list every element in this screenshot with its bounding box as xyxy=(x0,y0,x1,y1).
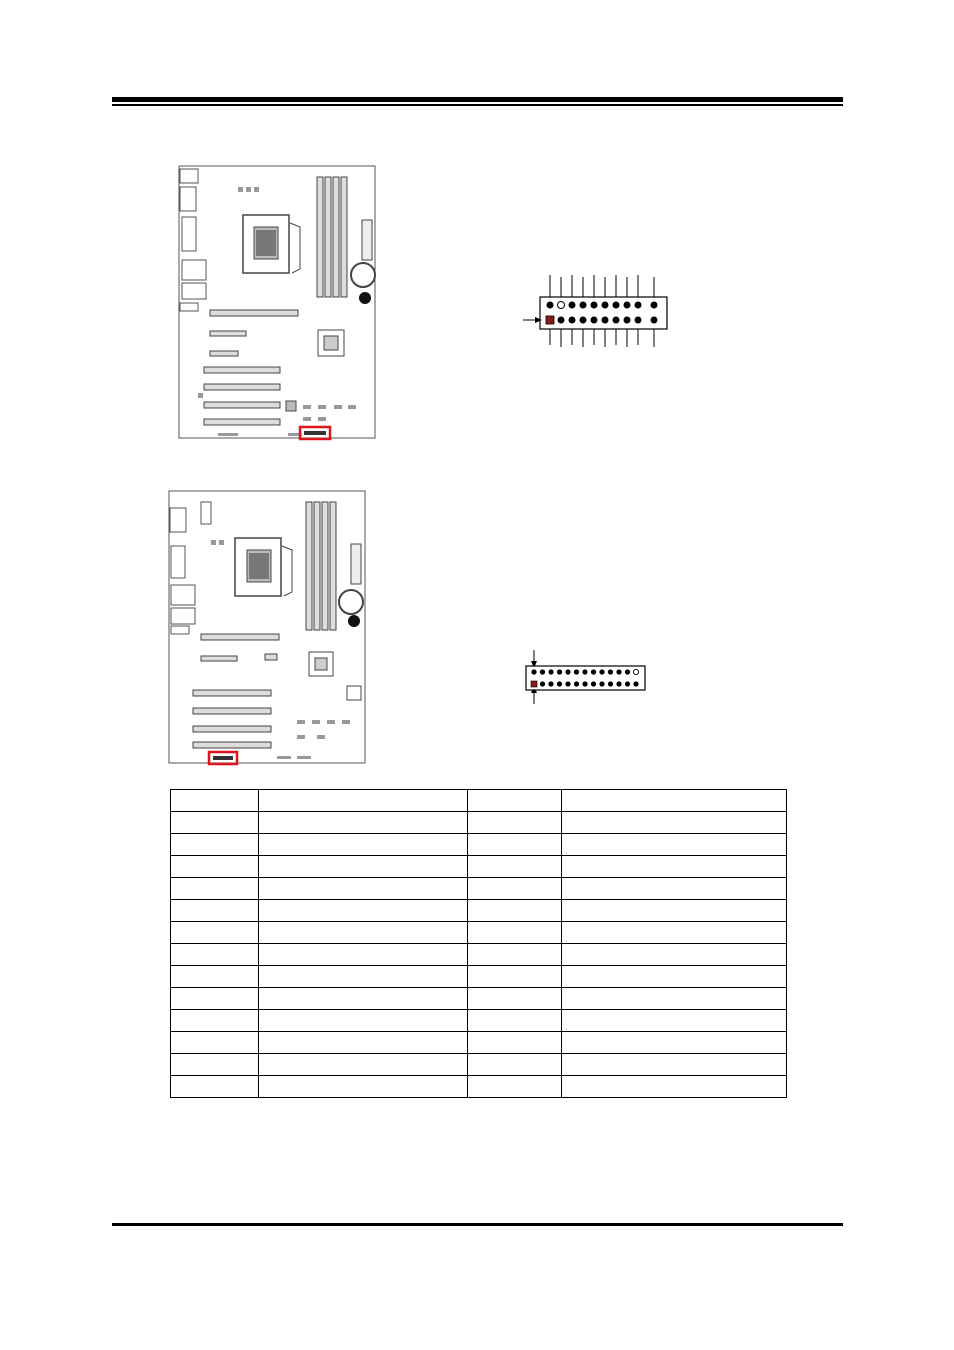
table-cell xyxy=(468,1032,562,1054)
table-cell xyxy=(562,966,787,988)
table-cell xyxy=(171,922,259,944)
table-cell xyxy=(562,922,787,944)
table-cell xyxy=(171,1032,259,1054)
table-cell xyxy=(171,790,259,812)
table-row xyxy=(171,900,787,922)
table-cell xyxy=(171,966,259,988)
header-rule-thick xyxy=(112,97,843,102)
table-cell xyxy=(171,900,259,922)
table-cell xyxy=(468,900,562,922)
header-rule-thin xyxy=(112,104,843,106)
table-cell xyxy=(259,856,468,878)
table-cell xyxy=(562,988,787,1010)
table-cell xyxy=(259,1076,468,1098)
table-cell xyxy=(171,944,259,966)
table-row xyxy=(171,812,787,834)
table-cell xyxy=(468,988,562,1010)
table-cell xyxy=(562,1054,787,1076)
table-row xyxy=(171,966,787,988)
table-cell xyxy=(259,812,468,834)
table-cell xyxy=(259,1032,468,1054)
table-cell xyxy=(468,1076,562,1098)
table-cell xyxy=(468,1054,562,1076)
table-row xyxy=(171,988,787,1010)
table-cell xyxy=(562,944,787,966)
table-cell xyxy=(562,900,787,922)
table-cell xyxy=(259,944,468,966)
table-row xyxy=(171,1054,787,1076)
pin-definition-table xyxy=(170,789,787,1098)
motherboard-diagram-bottom xyxy=(167,490,369,766)
table-cell xyxy=(259,900,468,922)
table-cell xyxy=(468,878,562,900)
table-cell xyxy=(259,966,468,988)
table-cell xyxy=(468,922,562,944)
table-cell xyxy=(562,790,787,812)
table-row xyxy=(171,1076,787,1098)
table-row xyxy=(171,1032,787,1054)
table-cell xyxy=(171,834,259,856)
table-cell xyxy=(171,1076,259,1098)
table-cell xyxy=(259,1054,468,1076)
table-cell xyxy=(468,1010,562,1032)
table-cell xyxy=(171,1010,259,1032)
pin-header-diagram-small xyxy=(522,648,650,706)
table-cell xyxy=(562,1076,787,1098)
table-row xyxy=(171,878,787,900)
footer-rule xyxy=(112,1223,843,1226)
table-cell xyxy=(562,1032,787,1054)
table-row xyxy=(171,834,787,856)
table-cell xyxy=(171,856,259,878)
table-cell xyxy=(468,834,562,856)
table-cell xyxy=(259,878,468,900)
table-cell xyxy=(171,812,259,834)
table-cell xyxy=(171,988,259,1010)
table-cell xyxy=(468,812,562,834)
table-cell xyxy=(259,834,468,856)
table-row xyxy=(171,922,787,944)
table-row xyxy=(171,1010,787,1032)
pin-header-diagram-large xyxy=(520,275,680,350)
table-row xyxy=(171,944,787,966)
table-cell xyxy=(259,1010,468,1032)
table-cell xyxy=(468,790,562,812)
table-cell xyxy=(468,856,562,878)
table-cell xyxy=(171,878,259,900)
table-cell xyxy=(562,812,787,834)
motherboard-diagram-top xyxy=(178,165,378,441)
table-cell xyxy=(468,966,562,988)
table-cell xyxy=(259,922,468,944)
table-row xyxy=(171,856,787,878)
table-cell xyxy=(259,790,468,812)
table-cell xyxy=(562,1010,787,1032)
table-cell xyxy=(171,1054,259,1076)
table-cell xyxy=(562,878,787,900)
table-cell xyxy=(259,988,468,1010)
table-cell xyxy=(562,834,787,856)
table-cell xyxy=(468,944,562,966)
table-row xyxy=(171,790,787,812)
table-cell xyxy=(562,856,787,878)
